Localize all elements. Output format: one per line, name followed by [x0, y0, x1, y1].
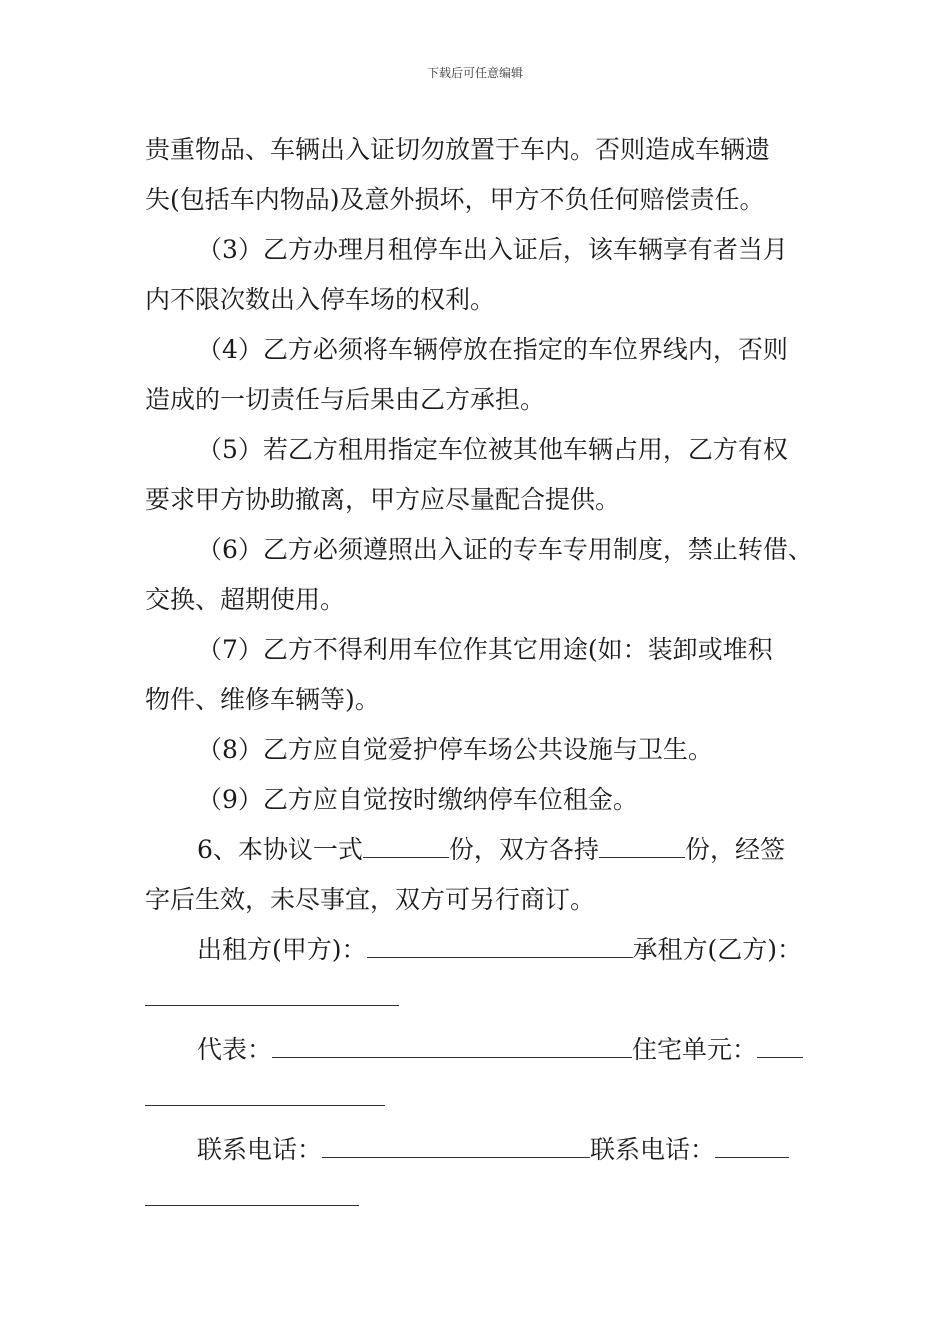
representative-unit-line	[197, 1034, 803, 1066]
clause-5-line: （5）若乙方租用指定车位被其他车辆占用，乙方有权	[197, 435, 788, 464]
unit-blank-start[interactable]	[757, 1035, 803, 1058]
text-line: 失(包括车内物品)及意外损坏，甲方不负任何赔偿责任。	[145, 185, 765, 214]
unit-blank-continued[interactable]	[145, 1104, 385, 1106]
text-line: 造成的一切责任与后果由乙方承担。	[145, 385, 546, 414]
clause-6-line: （6）乙方必须遵照出入证的专车专用制度，禁止转借、	[197, 535, 813, 564]
clause-7-line: （7）乙方不得利用车位作其它用途(如：装卸或堆积	[197, 635, 773, 664]
item-6-text-b: 份，双方各持	[448, 835, 599, 864]
phone-line	[197, 1134, 789, 1166]
text-line: 内不限次数出入停车场的权利。	[145, 285, 496, 314]
clause-8-line: （8）乙方应自觉爱护停车场公共设施与卫生。	[197, 735, 713, 764]
unit-label: 住宅单元：	[632, 1035, 758, 1064]
lessee-phone-blank-continued[interactable]	[145, 1204, 359, 1206]
lessor-label: 出租方(甲方)：	[197, 935, 367, 964]
text-line: 物件、维修车辆等)。	[145, 685, 380, 714]
representative-blank[interactable]	[272, 1035, 632, 1058]
copies-total-blank[interactable]	[363, 835, 449, 858]
clause-9-line: （9）乙方应自觉按时缴纳停车位租金。	[197, 785, 638, 814]
lessor-lessee-line	[197, 934, 802, 966]
lessor-phone-blank[interactable]	[322, 1135, 590, 1158]
copies-each-blank[interactable]	[599, 835, 685, 858]
lessee-signature-blank[interactable]	[145, 1004, 399, 1006]
text-line: 要求甲方协助撤离，甲方应尽量配合提供。	[145, 485, 621, 514]
lessor-phone-label: 联系电话：	[197, 1135, 323, 1164]
lessor-signature-blank[interactable]	[367, 935, 633, 958]
lessee-phone-blank-start[interactable]	[715, 1135, 789, 1158]
text-line: 字后生效，未尽事宜，双方可另行商订。	[145, 885, 596, 914]
item-6-text-a: 6、本协议一式	[197, 835, 363, 864]
lessee-label: 承租方(乙方)：	[632, 935, 803, 964]
page-header-note: 下载后可任意编辑	[426, 66, 523, 80]
clause-3-line: （3）乙方办理月租停车出入证后，该车辆享有者当月	[197, 235, 788, 264]
lessee-phone-label: 联系电话：	[590, 1135, 716, 1164]
clause-4-line: （4）乙方必须将车辆停放在指定的车位界线内，否则	[197, 335, 788, 364]
text-line: 贵重物品、车辆出入证切勿放置于车内。否则造成车辆遗	[145, 135, 771, 164]
item-6-text-c: 份，经签	[684, 835, 785, 864]
representative-label: 代表：	[197, 1035, 273, 1064]
text-line: 交换、超期使用。	[145, 585, 346, 614]
item-6-line	[197, 834, 785, 866]
